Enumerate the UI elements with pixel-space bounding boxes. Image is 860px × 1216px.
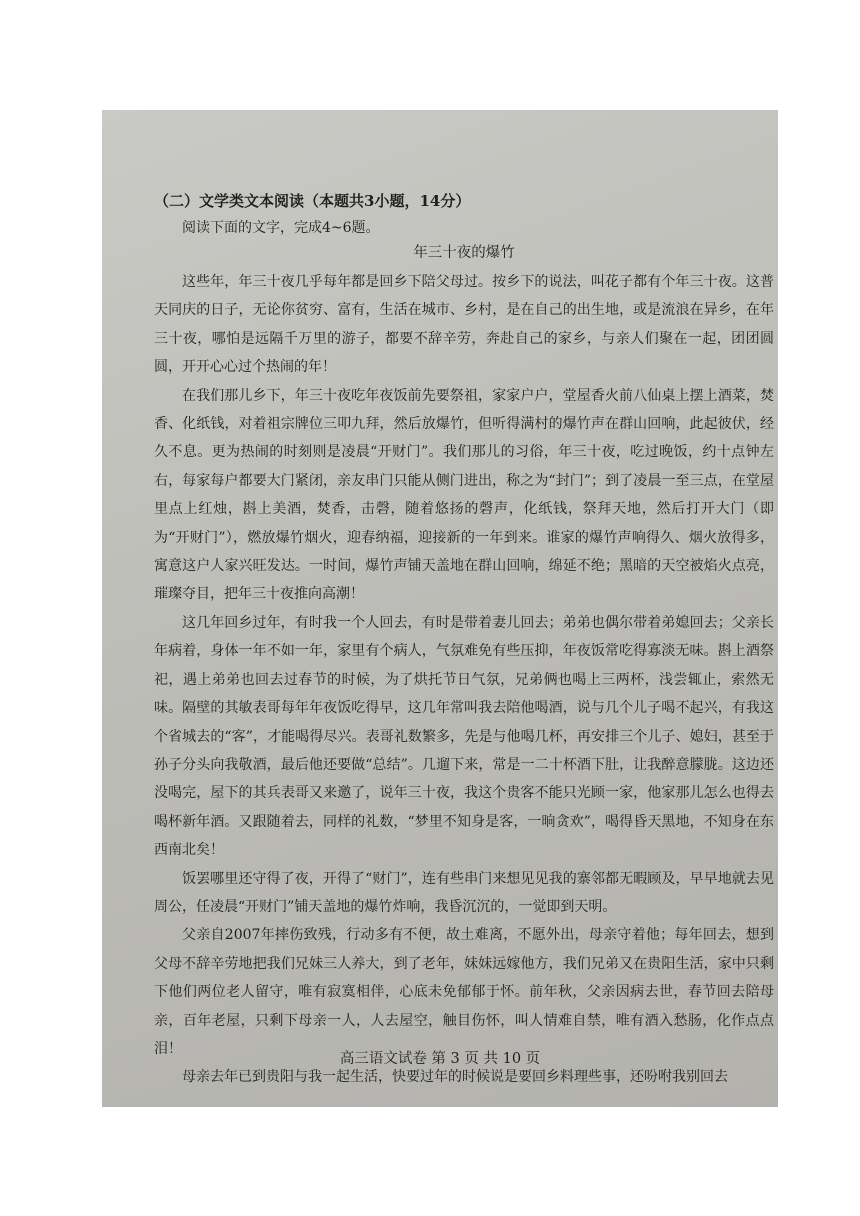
- page-footer: 高三语文试卷 第 3 页 共 10 页: [339, 1051, 541, 1067]
- article-title: 年三十夜的爆竹: [413, 245, 515, 261]
- paragraph: 这些年，年三十夜几乎每年都是回乡下陪父母过。按乡下的说法，叫花子都有个年三十夜。这普天同庆的日子，无论你贫穷、富有，生活在城市、乡村，是在自己的出生地，或是流浪在异乡，在年三十夜，哪怕是远隔千万里的游子，都要不辞辛劳，奔赴自己的家乡，与亲人们聚在一起，团团圆圆，开开心心过个热闹的年！: [154, 274, 774, 376]
- scanned-exam-page: [102, 110, 778, 1107]
- page-content: [154, 190, 774, 1092]
- paragraph: 父亲自2007年摔伤致残，行动多有不便，故土难离，不愿外出，母亲守着他；每年回去，想到父母不辞辛劳地把我们兄妹三人养大，到了老年，妹妹远嫁他方，我们兄弟又在贵阳生活，家中只剩下他们两位老人留守，唯有寂寞相伴，心底未免郁郁于怀。前年秋，父亲因病去世，春节回去陪母亲，百年老屋，只剩下母亲一人，人去屋空，触目伤怀，叫人情难自禁，唯有酒入愁肠，化作点点泪！: [154, 927, 774, 1057]
- section-title: （二）文学类文本阅读（本题共3小题，14分）: [154, 192, 471, 210]
- paragraph: 在我们那儿乡下，年三十夜吃年夜饭前先要祭祖，家家户户，堂屋香火前八仙桌上摆上酒菜，焚香、化纸钱，对着祖宗牌位三叩九拜，然后放爆竹，但听得满村的爆竹声在群山回响，此起彼伏，经久不息。更为热闹的时刻则是凌晨“开财门”。我们那儿的习俗，年三十夜，吃过晚饭，约十点钟左右，每家每户都要大门紧闭，亲友串门只能从侧门进出，称之为“封门”；到了凌晨一至三点，在堂屋里点上红烛，斟上美酒，焚香，击磬，随着悠扬的磬声，化纸钱，祭拜天地，然后打开大门（即为“开财门”），燃放爆竹烟火，迎春纳福，迎接新的一年到来。谁家的爆竹声响得久、烟火放得多，寓意这户人家兴旺发达。一时间，爆竹声铺天盖地在群山回响，绵延不绝；黑暗的天空被焰火点亮，璀璨夺目，把年三十夜推向高潮！: [154, 387, 774, 603]
- paragraph: 饭罢哪里还守得了夜，开得了“财门”，连有些串门来想见见我的寨邻都无暇顾及，早早地就去见周公，任凌晨“开财门”铺天盖地的爆竹炸响，我昏沉沉的，一觉即到天明。: [154, 870, 774, 915]
- paragraph: 这几年回乡过年，有时我一个人回去，有时是带着妻儿回去；弟弟也偶尔带着弟媳回去；父亲长年病着，身体一年不如一年，家里有个病人，气氛难免有些压抑，年夜饭常吃得寡淡无味。斟上酒祭祀，遇上弟弟也回去过春节的时候，为了烘托节日气氛，兄弟俩也喝上三两杯，浅尝辄止，索然无味。隔壁的其敏表哥每年年夜饭吃得早，这几年常叫我去陪他喝酒，说与几个儿子喝不起兴，有我这个省城去的“客”，才能喝得尽兴。表哥礼数繁多，先是与他喝几杯，再安排三个儿子、媳妇，甚至于孙子分头向我敬酒，最后他还要做“总结”。几遛下来，常是一二十杯酒下肚，让我醉意朦胧。这边还没喝完，屋下的其兵表哥又来邀了，说年三十夜，我这个贵客不能只光顾一家，他家那儿怎么也得去喝杯新年酒。又跟随着去，同样的礼数，“梦里不知身是客，一晌贪欢”，喝得昏天黑地，不知身在东西南北矣！: [154, 614, 774, 859]
- instruction-text: 阅读下面的文字，完成4~6题。: [182, 220, 380, 236]
- paragraph: 母亲去年已到贵阳与我一起生活，快要过年的时候说是要回乡料理些事，还吩咐我别回去: [182, 1069, 728, 1086]
